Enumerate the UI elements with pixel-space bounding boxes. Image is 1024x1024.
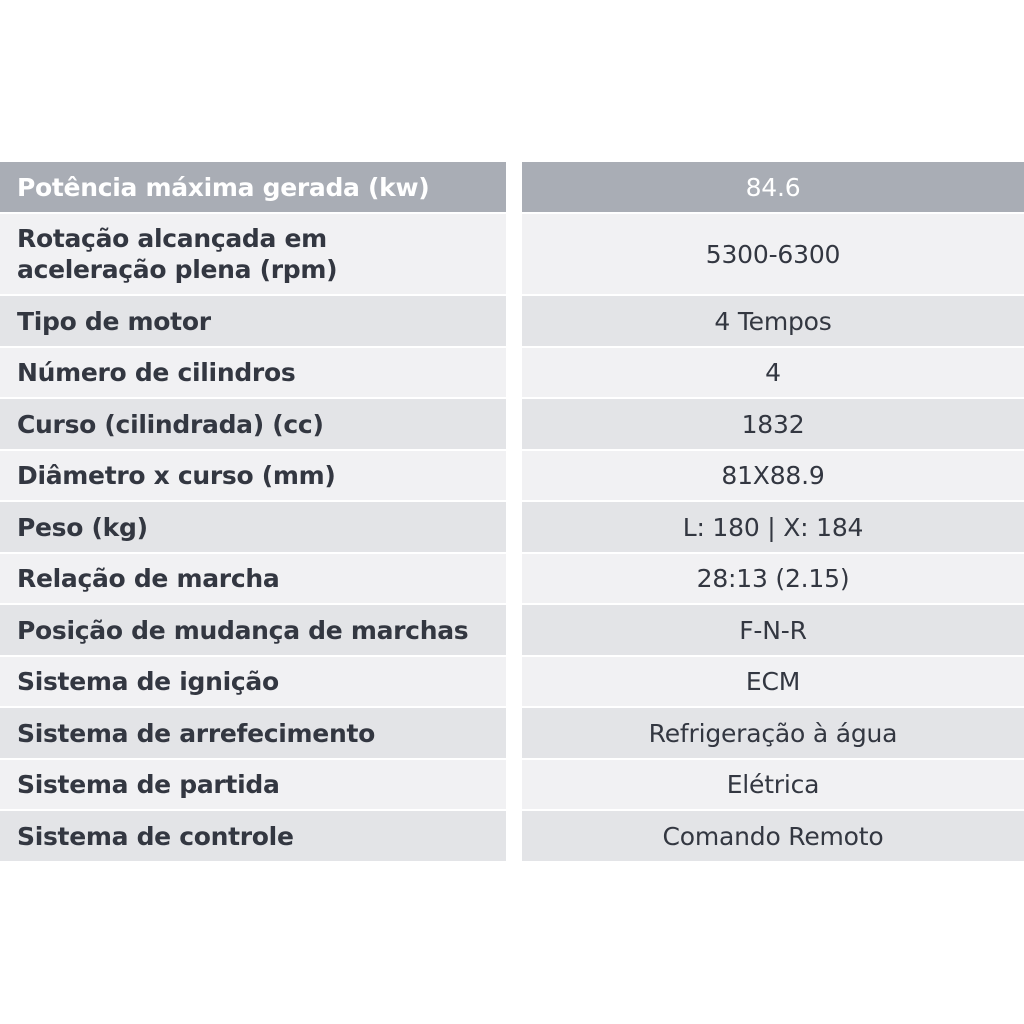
column-gap	[506, 214, 522, 294]
row-value: 4 Tempos	[522, 296, 1024, 346]
row-label	[0, 214, 506, 294]
row-label: Relação de marcha	[0, 554, 506, 603]
row-value: 1832	[522, 399, 1024, 449]
row-value: 81X88.9	[522, 451, 1024, 500]
row-label: Sistema de ignição	[0, 657, 506, 706]
table-row	[0, 605, 1024, 655]
row-label: Número de cilindros	[0, 348, 506, 397]
row-value: 4	[522, 348, 1024, 397]
column-gap	[506, 657, 522, 706]
column-gap	[506, 708, 522, 758]
row-label: Sistema de controle	[0, 811, 506, 861]
spec-table	[0, 162, 1024, 863]
row-label-line-1: Rotação alcançada em	[17, 224, 327, 253]
column-gap	[506, 162, 522, 212]
row-label: Diâmetro x curso (mm)	[0, 451, 506, 500]
header-label: Potência máxima gerada (kw)	[0, 162, 506, 212]
table-row	[0, 502, 1024, 552]
column-gap	[506, 451, 522, 500]
header-value: 84.6	[522, 162, 1024, 212]
column-gap	[506, 296, 522, 346]
table-row	[0, 554, 1024, 603]
table-row	[0, 811, 1024, 861]
column-gap	[506, 348, 522, 397]
row-value: Elétrica	[522, 760, 1024, 809]
column-gap	[506, 605, 522, 655]
row-value: L: 180 | X: 184	[522, 502, 1024, 552]
column-gap	[506, 399, 522, 449]
table-row	[0, 451, 1024, 500]
row-value: 28:13 (2.15)	[522, 554, 1024, 603]
table-row	[0, 399, 1024, 449]
table-row	[0, 657, 1024, 706]
column-gap	[506, 760, 522, 809]
table-row	[0, 348, 1024, 397]
row-value: F-N-R	[522, 605, 1024, 655]
row-value: Refrigeração à água	[522, 708, 1024, 758]
table-header-row	[0, 162, 1024, 212]
row-label-line-2: aceleração plena (rpm)	[17, 255, 338, 284]
column-gap	[506, 502, 522, 552]
row-label: Posição de mudança de marchas	[0, 605, 506, 655]
row-value: 5300-6300	[522, 214, 1024, 294]
column-gap	[506, 554, 522, 603]
row-value: Comando Remoto	[522, 811, 1024, 861]
row-label: Sistema de partida	[0, 760, 506, 809]
column-gap	[506, 811, 522, 861]
row-label: Sistema de arrefecimento	[0, 708, 506, 758]
table-row	[0, 760, 1024, 809]
table-row	[0, 296, 1024, 346]
row-label: Tipo de motor	[0, 296, 506, 346]
row-value: ECM	[522, 657, 1024, 706]
table-row	[0, 708, 1024, 758]
row-label: Peso (kg)	[0, 502, 506, 552]
row-label: Curso (cilindrada) (cc)	[0, 399, 506, 449]
table-row	[0, 214, 1024, 294]
